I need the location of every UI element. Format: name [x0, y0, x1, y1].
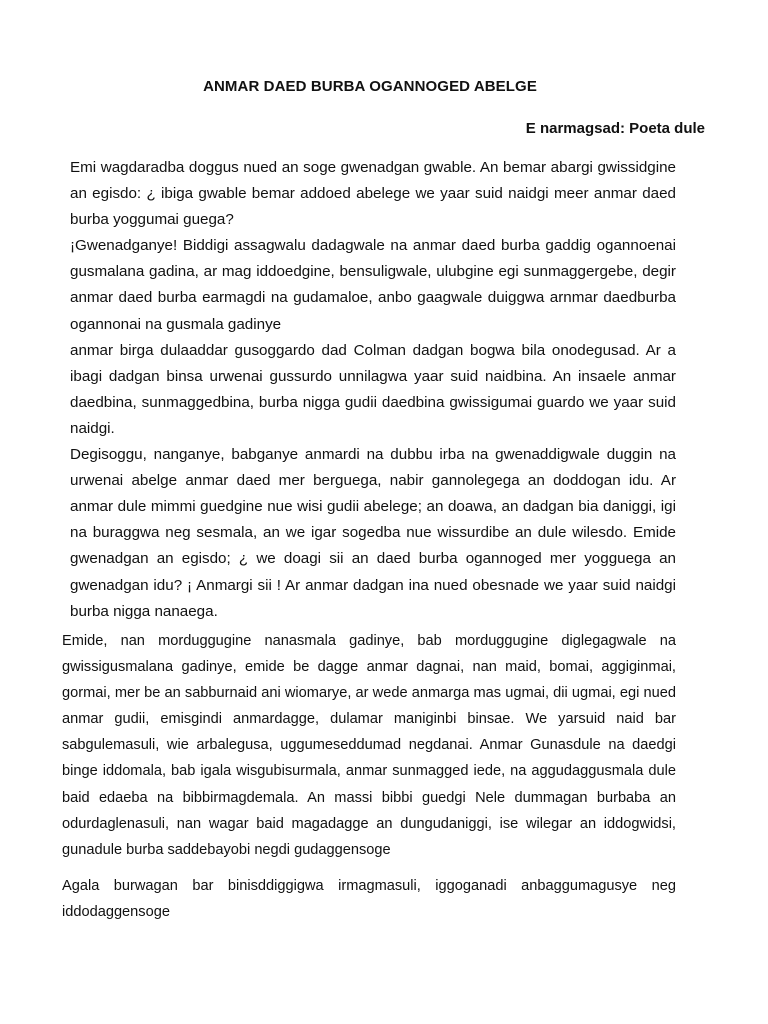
document-title: ANMAR DAED BURBA OGANNOGED ABELGE	[203, 78, 537, 95]
paragraph: Agala burwagan bar binisddiggigwa irmagmasuli, iggoganadi anbaggumagusye neg iddodaggensoge	[62, 877, 676, 920]
paragraph: anmar birga dulaaddar gusoggardo dad Colman dadgan bogwa bila onodegusad. Ar a ibagi dadgan binsa urwenai gussurdo unnilagwa yaar suid naidbina. An insaele anmar daedbina, sunmaggedbina, burba nigga gudii daedbina gwissigumai guardo we yaar suid naidgi.	[70, 341, 676, 437]
indented-section	[70, 155, 676, 625]
paragraph: Emi wagdaradba doggus nued an soge gwenadgan gwable. An bemar abargi gwissidgine an egisdo: ¿ ibiga gwable bemar addoed abelege we yaar suid naidgi meer anmar daed burba yoggumai guega?	[70, 159, 676, 229]
paragraph: ¡Gwenadganye! Biddigi assagwalu dadagwale na anmar daed burba gaddig ogannoenai gusmalana gadina, ar mag iddoedgine, bensuligwale, ulubgine egi sunmaggergebe, degir anmar daed burba earmagdi na gudamaloe, anbo gaagwale duiggwa arnmar daedburba ogannonai na gusmala gadinye	[70, 237, 676, 333]
flush-section	[62, 628, 676, 925]
paragraph: Emide, nan morduggugine nanasmala gadinye, bab morduggugine diglegagwale na gwissigusmalana gadinye, emide be dagge anmar dagnai, nan maid, bomai, aggiginmai, gormai, mer be an sabburnaid ani wiomarye, ar wede anmarga mas ugmai, dii ugmai, egi nued anmar gudii, emisgindi anmardagge, dulamar maniginbi binsae. We yarsuid naid bar sabgulemasuli, wie arbalegusa, uggumeseddumad negdanai. Anmar Gunasdule na daedgi binge iddomala, bab igala wisgubisurmala, anmar sunmagged iede, na aggudaggusmala dule baid edaeba na bibbirmagdemala. An massi bibbi guedgi Nele dummagan burbaba an odurdaglenasuli, nan wagar baid magadagge an dungudaniggi, ise wilegar an iddogwidsi, gunadule burba saddebayobi negdi gudaggensoge	[62, 633, 676, 858]
author-line: E narmagsad: Poeta dule	[525, 120, 705, 137]
paragraph: Degisoggu, nanganye, babganye anmardi na dubbu irba na gwenaddigwale duggin na urwenai abelge anmar daed mer berguega, nabir gannolegega an doddogan idu. Ar anmar dule mimmi guedgine nue wisi gudii abelege; an doawa, an dadgan bia daniggi, igi na buraggwa neg sesmala, an we igar sogedba nue wissurdibe an dule wilesdo. Emide gwenadgan an egisdo; ¿ we doagi sii an daed burba ogannoged mer yogguega an gwenadgan idu? ¡ Anmargi sii ! Ar anmar dadgan ina nued obesnade we yaar suid naidgi burba nigga nanaega.	[70, 446, 676, 620]
